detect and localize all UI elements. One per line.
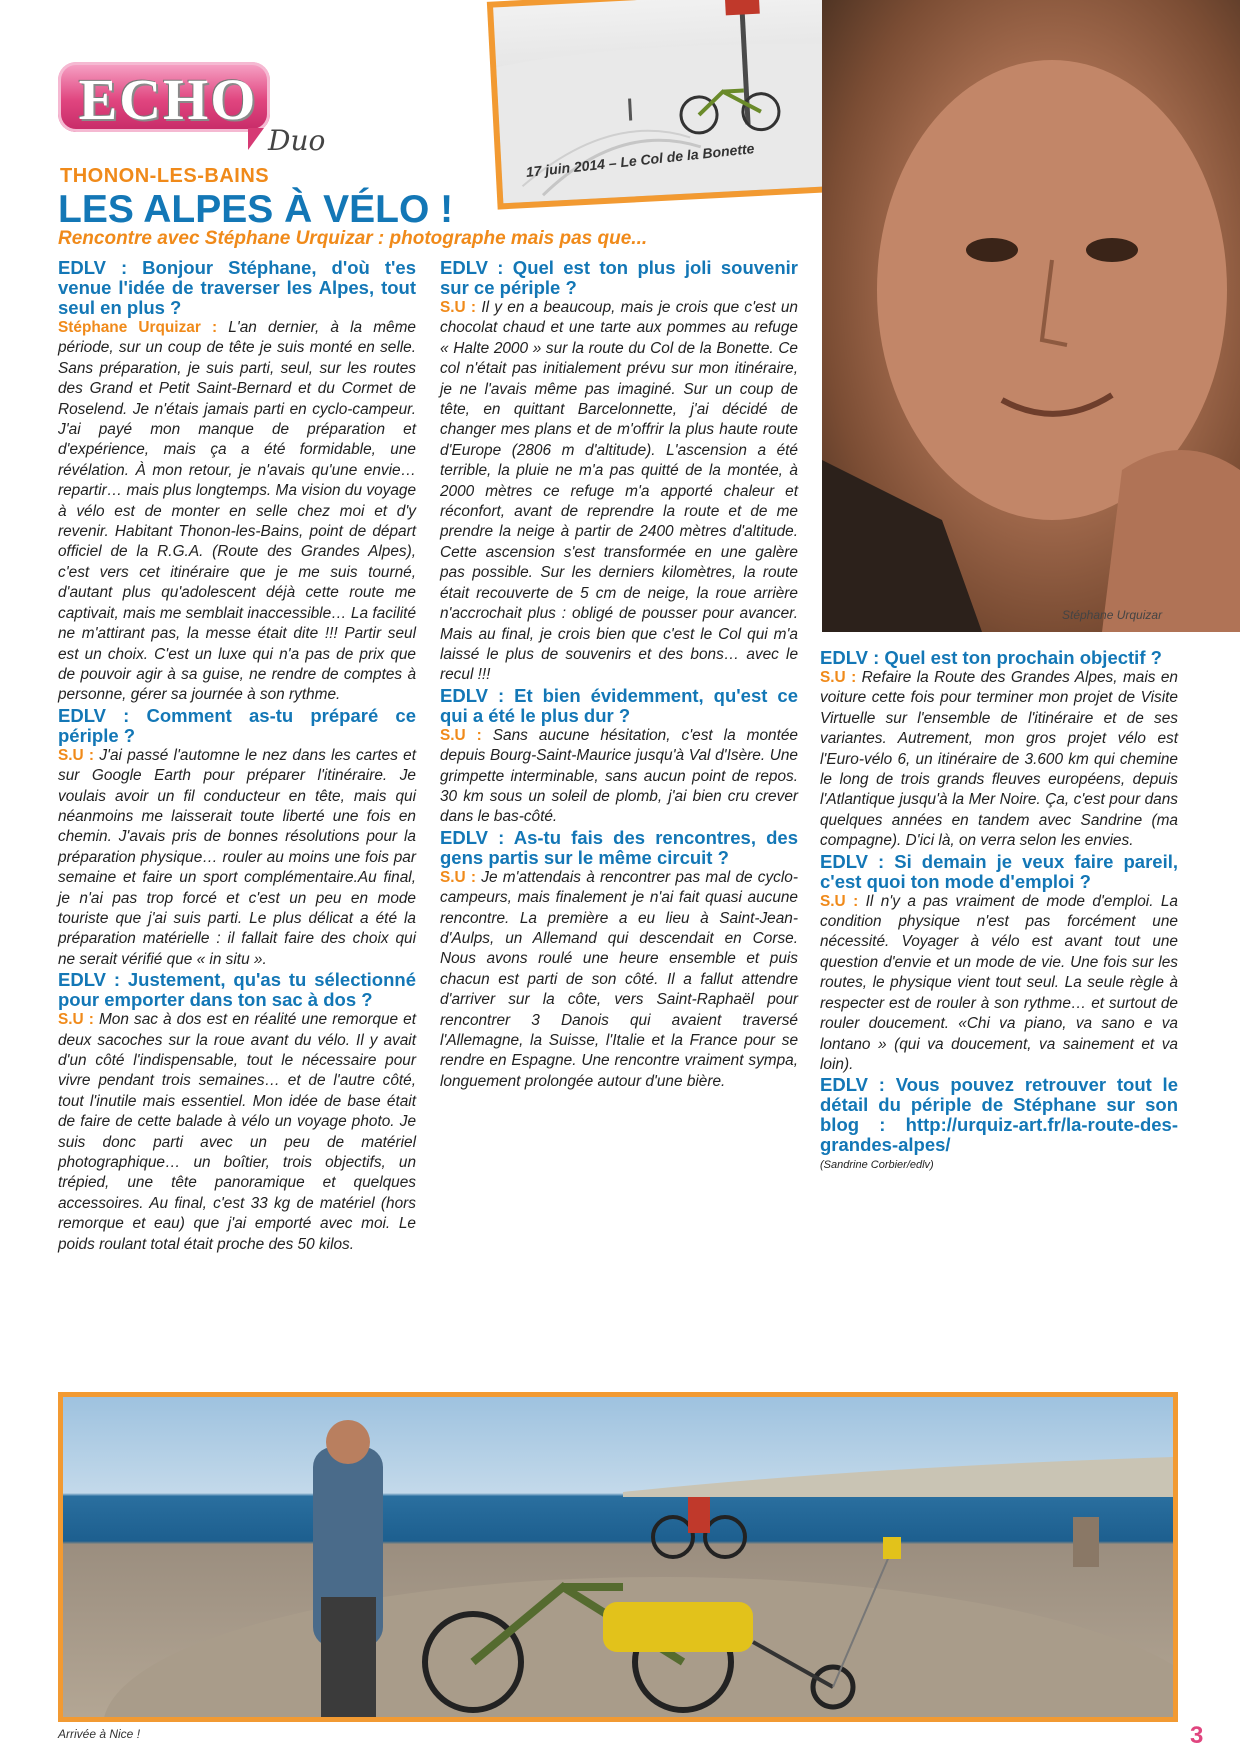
- portrait-illustration: [822, 0, 1240, 632]
- logo-sub: Duo: [268, 124, 326, 157]
- article-title: LES ALPES À VÉLO !: [58, 188, 454, 231]
- nice-photo-caption: Arrivée à Nice !: [58, 1727, 141, 1741]
- answer-4-speaker: S.U :: [440, 299, 477, 316]
- answer-7-speaker: S.U :: [820, 669, 857, 686]
- answer-1-speaker: Stéphane Urquizar :: [58, 319, 218, 336]
- answer-7-text: Refaire la Route des Grandes Alpes, mais en voiture cette fois pour terminer mon projet de Visite Virtuelle sur l'ensemble de l'itinéraire et de ses variantes. Autrement, mon gros projet vélo est l'Euro-vélo 6, un itinéraire de 3.600 km qui chemine le long de trois grands fleuves européens, depuis l'Atlantique jusqu'à la Mer Noire. Ça, c'est pour dans quelques années en tandem avec Sandrine (ma compagne). D'ici là, on verra selon les envies.: [820, 669, 1178, 850]
- question-3: EDLV : Justement, qu'as tu sélectionné pour emporter dans ton sac à dos ?: [58, 969, 416, 1011]
- answer-8-speaker: S.U :: [820, 892, 859, 910]
- snow-photo-caption: 17 juin 2014 – Le Col de la Bonette: [525, 140, 756, 181]
- answer-8: [820, 892, 1178, 1076]
- answer-5: [440, 726, 798, 828]
- nice-photo: [63, 1397, 1173, 1717]
- answer-3: [58, 1010, 416, 1255]
- answer-5-speaker: S.U :: [440, 726, 482, 744]
- answer-2-speaker: S.U :: [58, 746, 95, 764]
- answer-2-text: J'ai passé l'automne le nez dans les cartes et sur Google Earth pour préparer l'itinéraire. Je voulais avoir un fil conducteur en tête, mais qui néanmoins me laisserait toute liberté une fois en chemin. J'avais pris de bonnes résolutions pour la préparation physique… rouler au moins une fois par semaine et faire un sport complémentaire.Au final, je n'ai pas trop forcé et c'est un peu en mode touriste que j'ai suis parti. Le plus délicat a été la préparation matérielle : il fallait faire des choix qui ne serait vérifié que « in situ ».: [58, 746, 416, 968]
- nice-photo-frame: [58, 1392, 1178, 1722]
- answer-7: [820, 668, 1178, 852]
- article-column-3: [820, 648, 1178, 1176]
- answer-6-speaker: S.U :: [440, 868, 477, 886]
- portrait-caption: Stéphane Urquizar: [1062, 608, 1163, 622]
- question-6: EDLV : As-tu fais des rencontres, des gens partis sur le même circuit ?: [440, 826, 798, 868]
- answer-4: [440, 298, 798, 686]
- answer-5-text: Sans aucune hésitation, c'est la montée depuis Bourg-Saint-Maurice jusqu'à Val d'Isère. Une grimpette interminable, sans aucun point de repos. 30 km sous un soleil de plomb, j'ai bien cru crever dans le bas-côté.: [440, 726, 798, 826]
- answer-6: [440, 868, 798, 1092]
- author-credit: (Sandrine Corbier/edlv): [820, 1159, 934, 1172]
- answer-8-text: Il n'y a pas vraiment de mode d'emploi. La condition physique n'est pas forcément une nécessité. Voyager à vélo est avant tout une question d'envie et un mode de vie. Une fois sur les routes, le physique vient tout seul. La seule règle à respecter est de rouler à son rythme… et surtout de rouler doucement. «Chi va piano, va sano e va lontano » (qui va doucement, va sainement et va loin).: [820, 892, 1178, 1073]
- article-column-2: [440, 258, 798, 1092]
- answer-2: [58, 746, 416, 970]
- question-4: EDLV : Quel est ton plus joli souvenir sur ce périple ?: [440, 257, 798, 298]
- question-1: EDLV : Bonjour Stéphane, d'où t'es venue l'idée de traverser les Alpes, tout seul en plus ?: [58, 257, 416, 318]
- question-5: EDLV : Et bien évidemment, qu'est ce qui a été le plus dur ?: [440, 684, 798, 726]
- question-7: EDLV : Quel est ton prochain objectif ?: [820, 647, 1162, 668]
- page-number: 3: [1190, 1722, 1204, 1749]
- portrait-photo: [822, 0, 1240, 632]
- echo-duo-logo: [58, 58, 326, 157]
- article-subtitle: Rencontre avec Stéphane Urquizar : photographe mais pas que...: [58, 228, 648, 249]
- snow-photo-frame: [487, 0, 869, 210]
- logo-word: ECHO: [78, 67, 258, 132]
- question-8: EDLV : Si demain je veux faire pareil, c'est quoi ton mode d'emploi ?: [820, 850, 1178, 892]
- answer-3-text: Mon sac à dos est en réalité une remorque et deux sacoches sur la roue avant du vélo. Il y avait d'un côté l'indispensable, tout le nécessaire pour vivre pendant trois semaines… et de l'autre côté, tout l'inutile mais essentiel. Mon idée de base était de faire de cette balade à vélo un voyage photo. Je suis donc parti avec un peu de matériel photographique… un boîtier, trois objectifs, un trépied, une tête panoramique et quelques accessoires. Au final, c'est 33 kg de matériel (hors remorque et eau) que j'ai emporté avec moi. Le poids roulant total était proche des 50 kilos.: [58, 1011, 416, 1253]
- answer-3-speaker: S.U :: [58, 1011, 94, 1029]
- article-column-1: [58, 258, 416, 1255]
- answer-6-text: Je m'attendais à rencontrer pas mal de cyclo-campeurs, mais finalement je n'ai fait quasi aucune rencontre. La première a eu lieu à Saint-Jean-d'Aulps, un Allemand qui descendait en Corse. Nous avons roulé une heure ensemble et puis chacun est parti de son côté. Il a fallut attendre d'arriver sur la côte, vers Saint-Raphaël pour rencontrer 3 Danois qui avaient traversé l'Allemagne, la Suisse, l'Italie et la France pour se rendre en Espagne. Une rencontre vraiment sympa, longuement prolongée autour d'une bière.: [440, 868, 798, 1090]
- answer-1-text: L'an dernier, à la même période, sur un coup de tête je suis monté en selle. Sans préparation, je suis parti, seul, sur les routes des Grand et Petit Saint-Bernard et du Cormet de Roselend. Je n'étais jamais parti en cyclo-campeur. J'ai payé mon manque de préparation et d'expérience, mais ça a été formidable, une révélation. À mon retour, je n'avais qu'une envie… repartir… mais plus longtemps. Ma vision du voyage à vélo est de monter en selle chez moi et d'y revenir. Habitant Thonon-les-Bains, point de départ officiel de la R.G.A. (Route des Grandes Alpes), c'est vers cet itinéraire que je me suis tourné, d'autant plus qu'adolescent déjà cette route me captivait, mais me semblait inaccessible… La facilité ne m'attirant pas, la messe était dite !!! Partir seul est un choix. C'est un luxe qui n'a pas de prix que de pouvoir agir à sa guise, ne rendre de comptes à personne, gérer sa journée à son rythme.: [58, 319, 416, 704]
- article-kicker: THONON-LES-BAINS: [60, 165, 270, 187]
- closing-blog-link: EDLV : Vous pouvez retrouver tout le détail du périple de Stéphane sur son blog : http://urquiz-art.fr/la-route-des-grandes-alpes/: [820, 1074, 1178, 1156]
- answer-1: [58, 318, 416, 706]
- answer-4-text: Il y en a beaucoup, mais je crois que c'est un chocolat chaud et une tarte aux pommes au refuge « Halte 2000 » sur la route du Col de la Bonette. Ce col n'était pas initialement prévu sur mon itinéraire, je ne l'avais même pas imaginé. Sur un coup de tête, en quittant Barcelonnette, j'ai décidé de changer mes plans et de m'offrir la plus haute route d'Europe (2806 m d'altitude). L'ascension a été terrible, la pluie ne m'a pas quitté de la montée, à 2000 mètres ce refuge m'a apporté chaleur et réconfort, avant de reprendre la route et de me prendre la neige à partir de 2400 mètres d'altitude. Cette ascension s'est transformée en une galère pas possible. Sur les derniers kilomètres, la route était recouverte de 5 cm de neige, la roue arrière n'accrochait plus : obligé de pousser pour avancer. Mais au final, je crois bien que c'est le Col qui m'a laissé le plus de souvenirs et des bons… avec le recul !!!: [440, 299, 798, 684]
- logo-speech-tail: [248, 128, 264, 150]
- nice-scene-illustration: [63, 1397, 1173, 1717]
- question-2: EDLV : Comment as-tu préparé ce périple ?: [58, 704, 416, 746]
